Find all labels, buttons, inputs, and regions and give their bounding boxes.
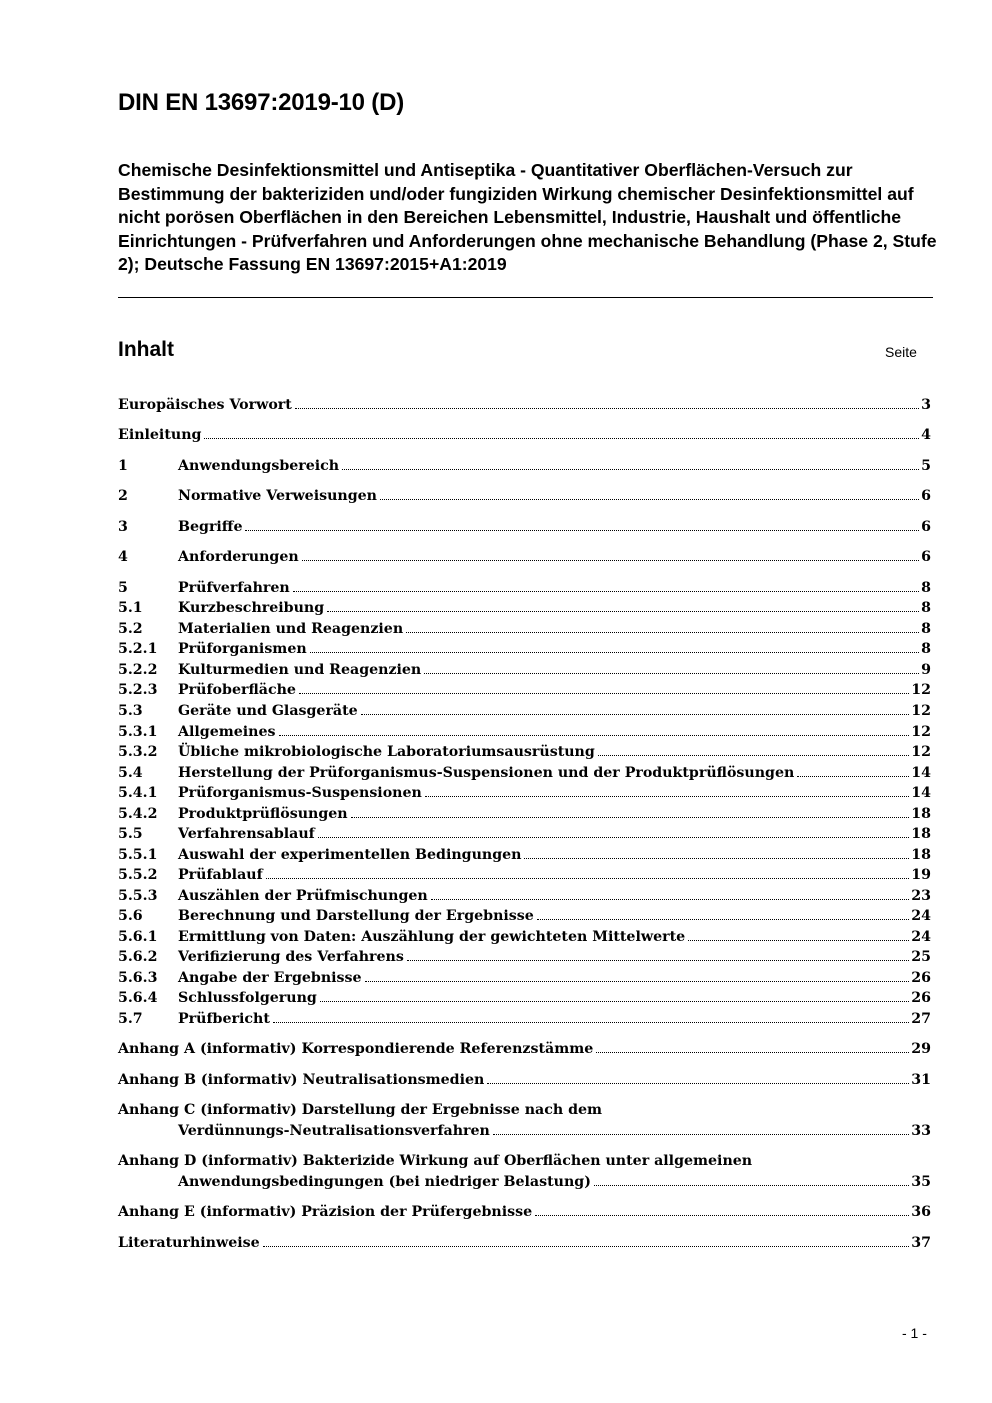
toc-entry-page: 6 <box>921 519 931 535</box>
dot-leader <box>406 632 919 633</box>
toc-entry-number: 5.6 <box>118 908 143 924</box>
toc-entry-number: 5.3 <box>118 703 143 719</box>
toc-entry[interactable] <box>118 639 931 659</box>
toc-entry-number: 5.6.1 <box>118 929 158 945</box>
toc-entry[interactable] <box>118 517 931 537</box>
toc-entry-number: 5.2 <box>118 621 143 637</box>
dot-leader <box>797 776 909 777</box>
toc-entry-title-continued: Verdünnungs-Neutralisationsverfahren <box>178 1123 490 1139</box>
dot-leader <box>204 438 919 439</box>
toc-entry[interactable] <box>118 660 931 680</box>
dot-leader <box>407 960 909 961</box>
dot-leader <box>598 755 909 756</box>
dot-leader <box>487 1083 909 1084</box>
toc-entry-page: 12 <box>911 724 931 740</box>
dot-leader <box>425 796 909 797</box>
dot-leader <box>245 530 919 531</box>
toc-entry[interactable] <box>118 701 931 721</box>
toc-entry-page: 4 <box>921 427 931 443</box>
toc-entry-title: Materialien und Reagenzien <box>178 621 404 637</box>
toc-entry[interactable] <box>118 947 931 967</box>
dot-leader <box>688 940 909 941</box>
toc-entry-title: Prüfbericht <box>178 1011 270 1027</box>
toc-entry-page: 24 <box>911 929 931 945</box>
dot-leader <box>279 735 910 736</box>
dot-leader <box>365 981 910 982</box>
toc-entry-title: Anhang E (informativ) Präzision der Prüfergebnisse <box>118 1204 533 1220</box>
toc-entry-number: 2 <box>118 488 128 504</box>
toc-entry-page: 18 <box>911 806 931 822</box>
toc-entry-page: 23 <box>911 888 931 904</box>
toc-entry[interactable] <box>118 763 931 783</box>
toc-entry-title: Anhang C (informativ) Darstellung der Ergebnisse nach dem <box>118 1102 603 1118</box>
toc-entry[interactable] <box>118 783 931 803</box>
toc-entry-title: Anhang A (informativ) Korrespondierende Referenzstämme <box>118 1041 594 1057</box>
toc-entry-number: 5.2.1 <box>118 641 158 657</box>
toc-entry[interactable] <box>118 547 931 567</box>
toc-entry-page: 12 <box>911 682 931 698</box>
toc-entry[interactable] <box>118 1233 931 1253</box>
toc-entry[interactable] <box>118 886 931 906</box>
toc-entry-number: 5.5.2 <box>118 867 158 883</box>
dot-leader <box>361 714 910 715</box>
dot-leader <box>431 899 910 900</box>
toc-entry[interactable] <box>118 804 931 824</box>
dot-leader <box>318 837 910 838</box>
toc-entry-page: 37 <box>911 1235 931 1251</box>
toc-entry-number: 5.5.1 <box>118 847 158 863</box>
toc-entry-title: Kurzbeschreibung <box>178 600 325 616</box>
dot-leader <box>524 858 909 859</box>
toc-entry-page: 25 <box>911 949 931 965</box>
toc-entry-number: 1 <box>118 458 128 474</box>
toc-entry-number: 5.5 <box>118 826 143 842</box>
toc-entry-page: 8 <box>921 600 931 616</box>
toc-entry-number: 3 <box>118 519 128 535</box>
toc-entry-title: Allgemeines <box>178 724 276 740</box>
toc-entry[interactable] <box>118 824 931 844</box>
dot-leader <box>299 693 909 694</box>
toc-entry-title: Normative Verweisungen <box>178 488 377 504</box>
toc-entry[interactable] <box>118 1070 931 1090</box>
toc-entry[interactable] <box>118 722 931 742</box>
toc-entry-title: Angabe der Ergebnisse <box>178 970 362 986</box>
toc-entry-title: Einleitung <box>118 427 202 443</box>
toc-entry-number: 5.3.1 <box>118 724 158 740</box>
toc-entry[interactable] <box>118 927 931 947</box>
toc-entry-number: 5.4.2 <box>118 806 158 822</box>
toc-entry[interactable] <box>118 486 931 506</box>
toc-entry[interactable] <box>118 1202 931 1222</box>
dot-leader <box>493 1134 909 1135</box>
toc-entry-page: 26 <box>911 990 931 1006</box>
toc-entry-title: Anhang D (informativ) Bakterizide Wirkung auf Oberflächen unter allgemeinen <box>118 1153 753 1169</box>
dot-leader <box>380 499 919 500</box>
toc-entry-title: Geräte und Glasgeräte <box>178 703 358 719</box>
toc-entry-title: Produktprüflösungen <box>178 806 348 822</box>
toc-entry[interactable] <box>118 619 931 639</box>
toc-entry-title: Ermittlung von Daten: Auszählung der gewichteten Mittelwerte <box>178 929 686 945</box>
toc-entry[interactable] <box>118 598 931 618</box>
toc-entry-number: 4 <box>118 549 128 565</box>
dot-leader <box>351 817 910 818</box>
dot-leader <box>342 469 919 470</box>
document-title: Chemische Desinfektionsmittel und Antiseptika - Quantitativer Oberflächen-Versuch zur Bestimmung der bakteriziden und/oder fungiziden Wirkung chemischer Desinfektionsmittel auf nicht porösen Oberflächen in den Bereichen Lebensmittel, Industrie, Haushalt und öffentliche Einrichtungen - Prüfverfahren und Anforderungen ohne mechanische Behandlung (Phase 2, Stufe 2); Deutsche Fassung EN 13697:2015+A1:2019 <box>118 160 937 274</box>
toc-entry[interactable] <box>118 395 931 415</box>
toc-entry-title: Prüfablauf <box>178 867 263 883</box>
toc-entry-title: Prüfoberfläche <box>178 682 296 698</box>
toc-entry-title: Europäisches Vorwort <box>118 397 292 413</box>
toc-entry[interactable] <box>118 845 931 865</box>
toc-entry-page: 18 <box>911 847 931 863</box>
toc-entry[interactable] <box>118 1009 931 1029</box>
toc-entry-page: 31 <box>911 1072 931 1088</box>
toc-entry-number: 5.3.2 <box>118 744 158 760</box>
toc-entry-title-continued: Anwendungsbedingungen (bei niedriger Belastung) <box>178 1174 591 1190</box>
toc-entry[interactable] <box>118 425 931 445</box>
toc-entry-page: 27 <box>911 1011 931 1027</box>
toc-entry-title: Anforderungen <box>178 549 299 565</box>
toc-entry-title: Schlussfolgerung <box>178 990 317 1006</box>
toc-entry-title: Literaturhinweise <box>118 1235 260 1251</box>
toc-entry-page: 8 <box>921 641 931 657</box>
toc-entry-page: 12 <box>911 744 931 760</box>
toc-entry[interactable] <box>118 988 931 1008</box>
toc-entry[interactable] <box>118 578 931 598</box>
toc-entry-number: 5.4 <box>118 765 143 781</box>
toc-entry-number: 5.7 <box>118 1011 143 1027</box>
toc-entry-title: Anhang B (informativ) Neutralisationsmedien <box>118 1072 485 1088</box>
toc-entry-page: 5 <box>921 458 931 474</box>
toc-entry-page: 35 <box>911 1174 931 1190</box>
page-number: - 1 - <box>902 1325 927 1341</box>
toc-entry[interactable] <box>118 865 931 885</box>
toc-entry-number: 5.6.3 <box>118 970 158 986</box>
toc-entry-title: Prüforganismus-Suspensionen <box>178 785 422 801</box>
dot-leader <box>295 408 919 409</box>
toc-entry-page: 19 <box>911 867 931 883</box>
toc-entry-number: 5.4.1 <box>118 785 158 801</box>
dot-leader <box>293 591 919 592</box>
dot-leader <box>535 1215 909 1216</box>
toc-entry-title: Kulturmedien und Reagenzien <box>178 662 422 678</box>
toc-entry-title: Prüforganismen <box>178 641 307 657</box>
toc-entry-title: Herstellung der Prüforganismus-Suspensionen und der Produktprüflösungen <box>178 765 795 781</box>
toc-entry-page: 6 <box>921 488 931 504</box>
toc-entry-number: 5.6.4 <box>118 990 158 1006</box>
dot-leader <box>596 1052 909 1053</box>
toc-entry-number: 5 <box>118 580 128 596</box>
toc-entry[interactable] <box>118 906 931 926</box>
toc-entry-number: 5.2.2 <box>118 662 158 678</box>
toc-entry-page: 14 <box>911 785 931 801</box>
toc-entry-number: 5.1 <box>118 600 143 616</box>
toc-entry-title: Anwendungsbereich <box>178 458 340 474</box>
toc-heading: Inhalt <box>118 338 174 361</box>
toc-entry-page: 33 <box>911 1123 931 1139</box>
toc-entry[interactable] <box>118 680 931 700</box>
toc-entry-page: 29 <box>911 1041 931 1057</box>
toc-entry-title: Auszählen der Prüfmischungen <box>178 888 428 904</box>
toc-entry-title: Verfahrensablauf <box>178 826 315 842</box>
toc-entry[interactable] <box>118 1100 931 1142</box>
toc-entry-title: Auswahl der experimentellen Bedingungen <box>178 847 522 863</box>
document-number: DIN EN 13697:2019-10 (D) <box>118 89 405 116</box>
toc-entry-title: Prüfverfahren <box>178 580 290 596</box>
dot-leader <box>263 1246 910 1247</box>
toc-entry-number: 5.5.3 <box>118 888 158 904</box>
toc-entry[interactable] <box>118 456 931 476</box>
toc-entry-page: 18 <box>911 826 931 842</box>
toc-entry-number: 5.6.2 <box>118 949 158 965</box>
toc-entry[interactable] <box>118 968 931 988</box>
toc-entry-page: 36 <box>911 1204 931 1220</box>
dot-leader <box>424 673 919 674</box>
dot-leader <box>302 560 919 561</box>
dot-leader <box>594 1185 909 1186</box>
toc-entry-page: 14 <box>911 765 931 781</box>
toc-entry[interactable] <box>118 1039 931 1059</box>
toc-entry-title: Verifizierung des Verfahrens <box>178 949 404 965</box>
toc-entry[interactable] <box>118 742 931 762</box>
toc-entry-page: 12 <box>911 703 931 719</box>
toc-entry-page: 8 <box>921 580 931 596</box>
toc-entry-page: 26 <box>911 970 931 986</box>
toc-entry-page: 24 <box>911 908 931 924</box>
toc-entry-page: 9 <box>921 662 931 678</box>
toc-page-column-label: Seite <box>885 344 917 360</box>
toc-entry-page: 3 <box>921 397 931 413</box>
dot-leader <box>537 919 909 920</box>
toc-entry-number: 5.2.3 <box>118 682 158 698</box>
toc-entry-title: Begriffe <box>178 519 243 535</box>
toc-entry-page: 6 <box>921 549 931 565</box>
toc-entry[interactable] <box>118 1151 931 1193</box>
toc-entry-page: 8 <box>921 621 931 637</box>
dot-leader <box>310 652 919 653</box>
dot-leader <box>266 878 910 879</box>
toc-entry-title: Berechnung und Darstellung der Ergebnisse <box>178 908 534 924</box>
toc-entry-title: Übliche mikrobiologische Laboratoriumsausrüstung <box>178 744 595 760</box>
dot-leader <box>273 1022 909 1023</box>
dot-leader <box>320 1001 909 1002</box>
dot-leader <box>327 611 919 612</box>
